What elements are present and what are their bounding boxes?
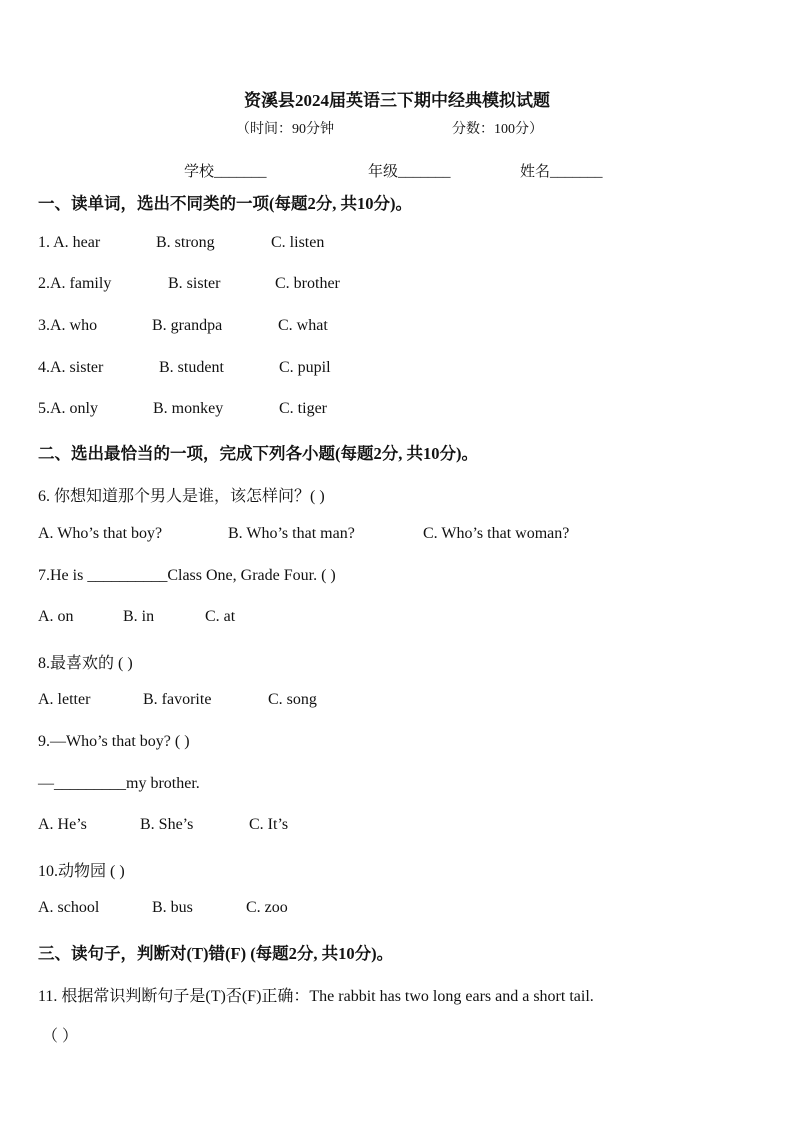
option-b: B. bus — [152, 899, 193, 916]
question-6-stem: 6. 你想知道那个男人是谁，该怎样问？( ) — [38, 488, 325, 505]
question-8-stem: 8.最喜欢的 ( ) — [38, 655, 133, 672]
grade-field: 年级_______ — [368, 164, 451, 180]
option-c: C. song — [268, 691, 317, 708]
option-c: C. It’s — [249, 816, 289, 833]
option-a: 3.A. who — [38, 317, 98, 334]
question-9-answer-line: —_________my brother. — [38, 775, 200, 792]
option-b: B. strong — [156, 234, 215, 251]
option-a: A. He’s — [38, 816, 87, 833]
question-10-options — [38, 899, 288, 917]
section1-heading: 一、读单词，选出不同类的一项(每题2分, 共10分)。 — [38, 194, 412, 213]
option-a: A. school — [38, 899, 100, 916]
name-field: 姓名_______ — [520, 164, 603, 180]
question-9-options — [38, 816, 288, 834]
option-b: B. in — [123, 608, 155, 625]
option-a: 1. A. hear — [38, 234, 101, 251]
option-b: B. favorite — [143, 691, 212, 708]
page-title: 资溪县2024届英语三下期中经典模拟试题 — [244, 91, 550, 110]
question-11-stem: 11. 根据常识判断句子是(T)否(F)正确：The rabbit has two long ears and a short tail. — [38, 988, 594, 1005]
question-7-options — [38, 608, 235, 626]
option-a: A. letter — [38, 691, 91, 708]
school-field: 学校_______ — [184, 164, 267, 180]
section2-heading: 二、选出最恰当的一项，完成下列各小题(每题2分, 共10分)。 — [38, 444, 478, 463]
option-c: C. zoo — [246, 899, 288, 916]
option-c: C. Who’s that woman? — [423, 525, 570, 542]
option-c: C. at — [205, 608, 236, 625]
option-a: 4.A. sister — [38, 359, 104, 376]
option-c: C. tiger — [279, 400, 327, 417]
option-a: 2.A. family — [38, 275, 112, 292]
question-1 — [38, 234, 324, 252]
option-b: B. sister — [168, 275, 221, 292]
question-7-stem: 7.He is __________Class One, Grade Four. ( ) — [38, 567, 336, 584]
question-8-options — [38, 691, 317, 709]
option-a: A. Who’s that boy? — [38, 525, 163, 542]
question-2 — [38, 275, 340, 293]
option-b: B. grandpa — [152, 317, 223, 334]
option-a: A. on — [38, 608, 74, 625]
question-9-stem: 9.—Who’s that boy? ( ) — [38, 733, 190, 750]
question-4 — [38, 359, 331, 377]
option-b: B. She’s — [140, 816, 194, 833]
question-11-blank: （ ） — [42, 1028, 79, 1045]
section3-heading: 三、读句子，判断对(T)错(F) (每题2分, 共10分)。 — [38, 944, 394, 963]
option-c: C. pupil — [279, 359, 331, 376]
option-c: C. listen — [271, 234, 325, 251]
option-b: B. student — [159, 359, 224, 376]
option-b: B. monkey — [153, 400, 224, 417]
question-6-options — [38, 525, 569, 543]
option-a: 5.A. only — [38, 400, 98, 417]
question-3 — [38, 317, 328, 335]
question-5 — [38, 400, 327, 418]
exam-score: 分数：100分） — [452, 122, 543, 137]
question-10-stem: 10.动物园 ( ) — [38, 863, 125, 880]
option-c: C. what — [278, 317, 328, 334]
exam-time: （时间：90分钟 — [236, 122, 334, 137]
option-b: B. Who’s that man? — [228, 525, 355, 542]
option-c: C. brother — [275, 275, 340, 292]
